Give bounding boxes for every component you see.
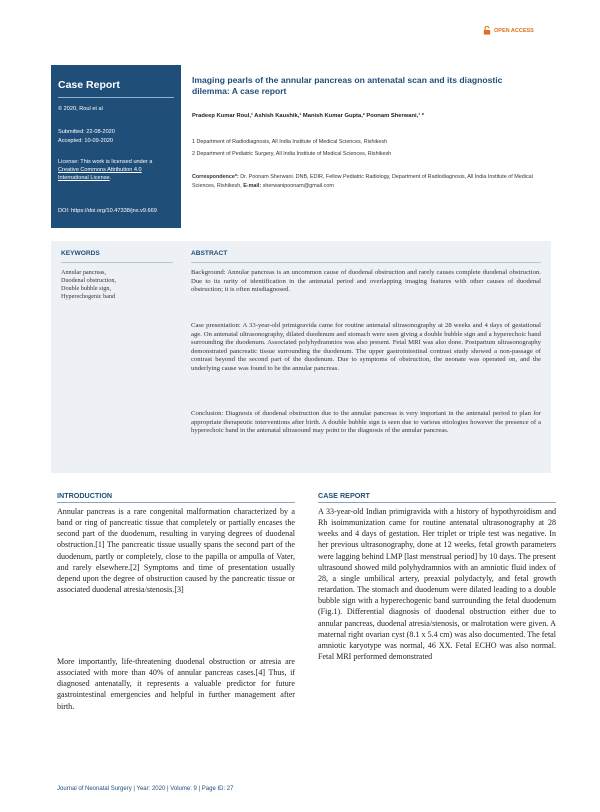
article-info-panel [51, 65, 181, 228]
page-footer: Journal of Neonatal Surgery | Year: 2020 | Volume: 9 | Page ID: 27 [57, 786, 234, 792]
introduction-rule [57, 502, 295, 503]
license [58, 158, 176, 182]
email-address[interactable]: sherwanipoonam@gmail.com [261, 182, 334, 189]
copyright: © 2020, Roul et al [58, 106, 103, 112]
correspondence-text: Dr. Poonam Sherwani. DNB, EDIR, Fellow Pediatric Radiology, Department of Radiodiagnosis, All India Institute of Medical Sciences, Rishikesh, [192, 174, 533, 189]
case-report-heading: CASE REPORT [318, 491, 370, 500]
license-text: License: This work is licensed under a [58, 159, 153, 165]
abstract-conclusion: Conclusion: Diagnosis of duodenal obstruction due to the annular pancreas is very important in the antenatal period to plan for appropriate therapeutic interventions after birth. A double bubble sign is seen due to various etiologies however the presence of a hyperechoic band in the antenatal ultrasound may point to the diagnosis of the annular pancreas. [191, 410, 541, 435]
introduction-paragraph-1: Annular pancreas is a rare congenital malformation characterized by a band or ring of pancreatic tissue that completely or partially encases the second part of the duodenum, resulting in varying degrees of duodenal obstruction.[1] The pancreatic tissue usually spans the second part of the duodenum, partly or completely, close to the papilla or ampulla of Vater, and rarely elsewhere.[2] Symptoms and time of presentation usually depend upon the degree of obstruction caused by the pancreatic tissue or associated duodenal atresia/stenosis.[3] [57, 507, 295, 595]
email-label: E-mail: [243, 182, 262, 189]
abstract-background: Background: Annular pancreas is an uncommon cause of duodenal obstruction and rarely causes complete duodenal obstruction. Due to its rarity of identification in the antenatal period and overlapping imaging features with other causes of duodenal obstruction; it is often misdiagnosed. [191, 269, 541, 294]
license-link[interactable]: Creative Commons Attribution 4.0 [58, 167, 142, 173]
correspondence [192, 173, 537, 190]
introduction-heading: INTRODUCTION [57, 491, 113, 500]
affiliation-2: 2 Department of Pediatric Surgery, All India Institute of Medical Sciences, Rishikesh [192, 151, 392, 157]
accepted-date: Accepted: 10-09-2020 [58, 138, 114, 144]
case-report-paragraph: A 33-year-old Indian primigravida with a history of hypothyroidism and Rh isoimmunization came for routine antenatal ultrasonography at 28 weeks and 4 days of gestation. Her triplet or triple test was negative. In her previous ultrasonography, done at 12 weeks, fetal growth parameters were lagging behind LMP [last menstrual period] by 10 days. The present ultrasound showed mild polyhydramnios with an amniotic fluid index of 28, a single umbilical artery, preaxial polydactyly, and fetal growth retardation. The stomach and duodenum were dilated leading to a double bubble sign with a hyperechogenic band surrounding the fetal duodenum (Fig.1). Differential diagnosis of duodenal obstruction either due to annular pancreas, duodenal atresia/stenosis, or malrotation were given. A maternal right ovarian cyst (8.1 x 5.4 cm) was also documented. The fetal amniotic karyotype was normal, 46 XX. Fetal ECHO was also normal. Fetal MRI performed demonstrated [318, 507, 556, 662]
license-end: . [109, 175, 112, 181]
keywords-rule [61, 262, 173, 263]
doi[interactable]: DOI: https://doi.org/10.47338/jns.v9.669 [58, 208, 157, 214]
introduction-paragraph-2: More importantly, life-threatening duodenal obstruction or atresia are associated with more than 40% of annular pancreas cases.[4] Thus, if diagnosed antenatally, it represents a valuable predictor for future gastrointestinal emergencies and helpful in further management after birth. [57, 657, 295, 711]
case-report-rule [318, 502, 556, 503]
author-list: Pradeep Kumar Roul,¹ Ashish Kaushik,¹ Manish Kumar Gupta,² Poonam Sherwani,¹ * [192, 113, 425, 119]
article-title: Imaging pearls of the annular pancreas on antenatal scan and its diagnostic dilemma: A case report [192, 75, 503, 96]
abstract-box [51, 241, 551, 473]
keyword-item: Duodenal obstruction, [61, 277, 116, 284]
abstract-heading: ABSTRACT [191, 250, 228, 257]
keyword-item: Hyperechogenic band [61, 293, 116, 300]
keyword-item: Annular pancreas, [61, 269, 107, 276]
license-link-2[interactable]: International License [58, 175, 110, 181]
open-access-text: OPEN ACCESS [494, 27, 534, 34]
abstract-rule [191, 262, 541, 263]
keyword-list [61, 269, 171, 301]
panel-divider [58, 97, 174, 98]
abstract-case: Case presentation: A 33-year-old primigravida came for routine antenatal ultrasonography at 28 weeks and 4 days of gestational age. On antenatal ultrasonography, dilated duodenum and stomach were seen giving a double bubble sign and a hyperechoic band surrounding the duodenum. Associated polyhydramnios was also present. Fetal MRI was also done. Postpartum ultrasonography demonstrated pancreatic tissue surrounding the duodenum. The upper gastrointestinal contrast study showed a non-passage of contrast beyond the second part of the duodenum. Due to symptoms of obstruction, the neonate was operated on, and the underlying cause was found to be the annular pancreas. [191, 322, 541, 372]
submitted-date: Submitted: 22-08-2020 [58, 129, 115, 135]
open-lock-icon [483, 26, 491, 35]
article-type: Case Report [58, 79, 120, 91]
keyword-item: Double bubble sign, [61, 285, 112, 292]
keywords-heading: KEYWORDS [61, 250, 100, 257]
affiliation-1: 1 Department of Radiodiagnosis, All India Institute of Medical Sciences, Rishikesh [192, 139, 388, 145]
correspondence-label: Correspondence*: [192, 174, 239, 180]
open-access-badge [483, 26, 534, 35]
